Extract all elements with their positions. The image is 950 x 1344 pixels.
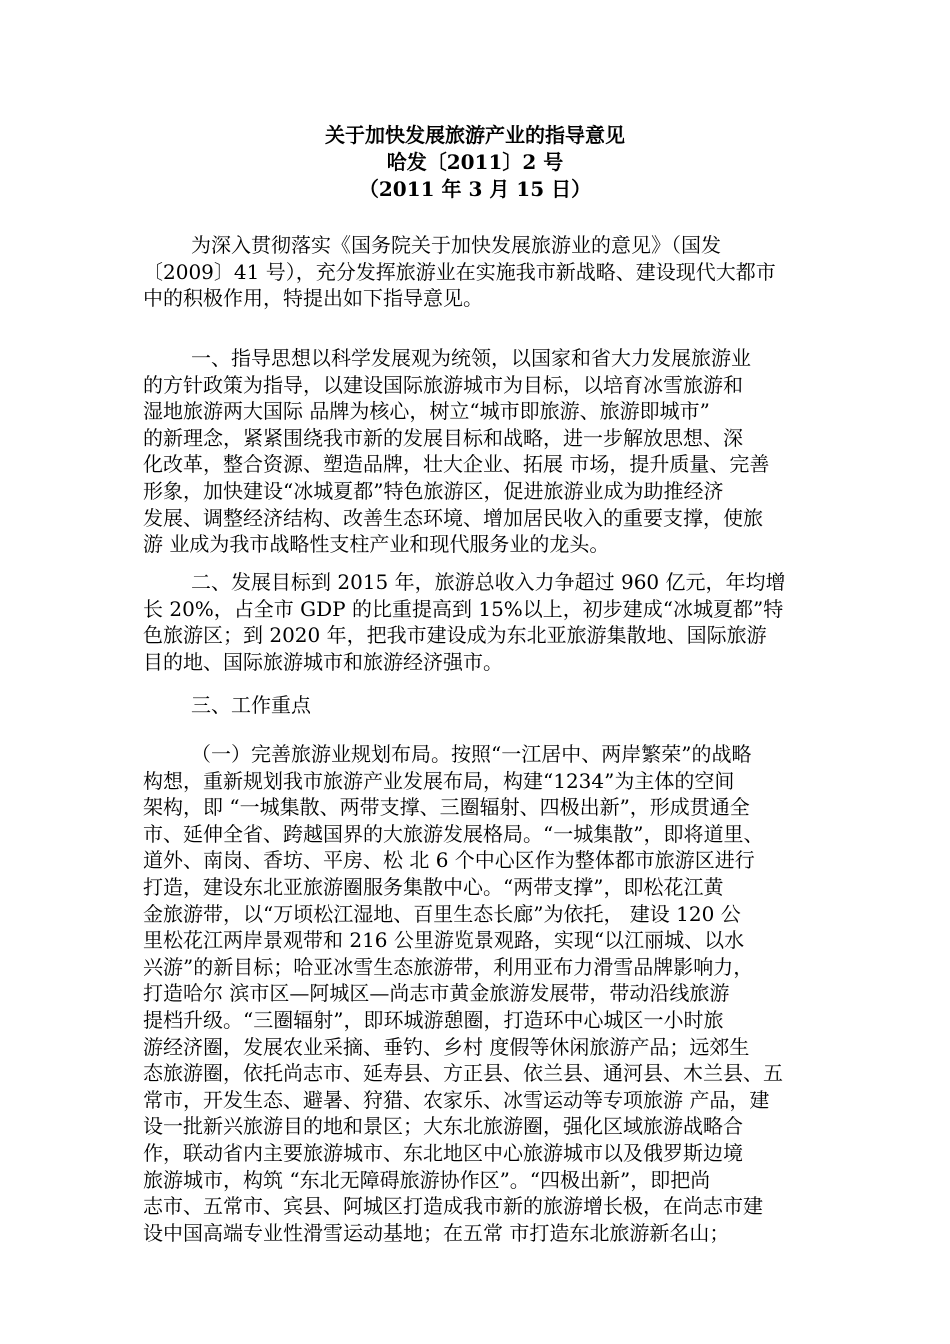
paragraph-line: 中的积极作用，特提出如下指导意见。 [143,286,483,311]
section-planning-layout [143,741,808,1246]
paragraph-line: 里松花江两岸景观带和 216 公里游览景观路，实现“以江丽城、以水 [143,928,745,953]
paragraph-line: 金旅游带，以“万顷松江湿地、百里生态长廊”为依托， 建设 120 公 [143,901,741,926]
paragraph-line: 兴游”的新目标；哈亚冰雪生态旅游带，利用亚布力滑雪品牌影响力， [143,954,754,979]
document-header [0,122,950,203]
paragraph-line: 目的地、国际旅游城市和旅游经济强市。 [143,649,503,674]
paragraph-line: 志市、五常市、宾县、阿城区打造成我市新的旅游增长极，在尚志市建 [143,1194,763,1219]
paragraph-line: 为深入贯彻落实《国务院关于加快发展旅游业的意见》（国发 [191,233,721,257]
paragraph-line: （一）完善旅游业规划布局。按照“一江居中、两岸繁荣”的战略 [191,742,752,766]
paragraph-line: 发展、调整经济结构、改善生态环境、增加居民收入的重要支撑，使旅 [143,505,763,530]
paragraph-line: 色旅游区；到 2020 年，把我市建设成为东北亚旅游集散地、国际旅游 [143,623,767,648]
paragraph-line: 化改革，整合资源、塑造品牌，壮大企业、拓展 市场，提升质量、完善 [143,452,770,477]
paragraph-line: 设中国高端专业性滑雪运动基地；在五常 市打造东北旅游新名山； [143,1220,730,1245]
section-development-goals [143,569,808,675]
paragraph-line: 的方针政策为指导，以建设国际旅游城市为目标，以培育冰雪旅游和 [143,372,743,397]
paragraph-line: 游 业成为我市战略性支柱产业和现代服务业的龙头。 [143,532,610,557]
paragraph-line: 市、延伸全省、跨越国界的大旅游发展格局。“一城集散”，即将道里、 [143,821,764,846]
intro-paragraph [143,232,808,312]
paragraph-line: 态旅游圈，依托尚志市、延寿县、方正县、依兰县、通河县、木兰县、五 [143,1061,783,1086]
paragraph-line: 作，联动省内主要旅游城市、东北地区中心旅游城市以及俄罗斯边境 [143,1140,743,1165]
paragraph-line: 二、发展目标到 2015 年，旅游总收入力争超过 960 亿元，年均增 [191,570,786,594]
paragraph-line: 打造哈尔 滨市区—阿城区—尚志市黄金旅游发展带，带动沿线旅游 [143,981,730,1006]
section-guiding-ideology [143,345,808,558]
paragraph-line: 〔2009〕41 号），充分发挥旅游业在实施我市新战略、建设现代大都市 [143,259,776,284]
paragraph-line: 长 20%，占全市 GDP 的比重提高到 15%以上，初步建成“冰城夏都”特 [143,596,784,621]
paragraph-line: 旅游城市，构筑 “东北无障碍旅游协作区”。“四极出新”，即把尚 [143,1167,711,1192]
paragraph-line: 提档升级。“三圈辐射”，即环城游憩圈，打造环中心城区一小时旅 [143,1007,724,1032]
paragraph-line: 道外、南岗、香坊、平房、松 北 6 个中心区作为整体都市旅游区进行 [143,848,755,873]
document-title: 关于加快发展旅游产业的指导意见 [325,123,625,147]
paragraph-line: 打造，建设东北亚旅游圈服务集散中心。“两带支撑”，即松花江黄 [143,874,724,899]
paragraph-line: 一、指导思想以科学发展观为统领，以国家和省大力发展旅游业 [191,346,751,370]
document-date: （2011 年 3 月 15 日） [358,177,592,201]
paragraph-line: 设一批新兴旅游目的地和景区；大东北旅游圈，强化区域旅游战略合 [143,1114,743,1139]
paragraph-line: 构想，重新规划我市旅游产业发展布局，构建“1234”为主体的空间 [143,768,735,793]
section-work-focus [143,692,808,719]
paragraph-line: 架构，即 “一城集散、两带支撑、三圈辐射、四极出新”，形成贯通全 [143,795,750,820]
document-number: 哈发〔2011〕2 号 [386,150,564,174]
paragraph-line: 的新理念，紧紧围绕我市新的发展目标和战略，进一步解放思想、深 [143,425,743,450]
paragraph-line: 湿地旅游两大国际 品牌为核心，树立“城市即旅游、旅游即城市” [143,399,710,424]
paragraph-line: 常市，开发生态、避暑、狩猎、农家乐、冰雪运动等专项旅游 产品，建 [143,1087,770,1112]
section-heading: 三、工作重点 [191,693,311,717]
paragraph-line: 形象，加快建设“冰城夏都”特色旅游区，促进旅游业成为助推经济 [143,478,724,503]
paragraph-line: 游经济圈，发展农业采摘、垂钓、乡村 度假等休闲旅游产品；远郊生 [143,1034,750,1059]
